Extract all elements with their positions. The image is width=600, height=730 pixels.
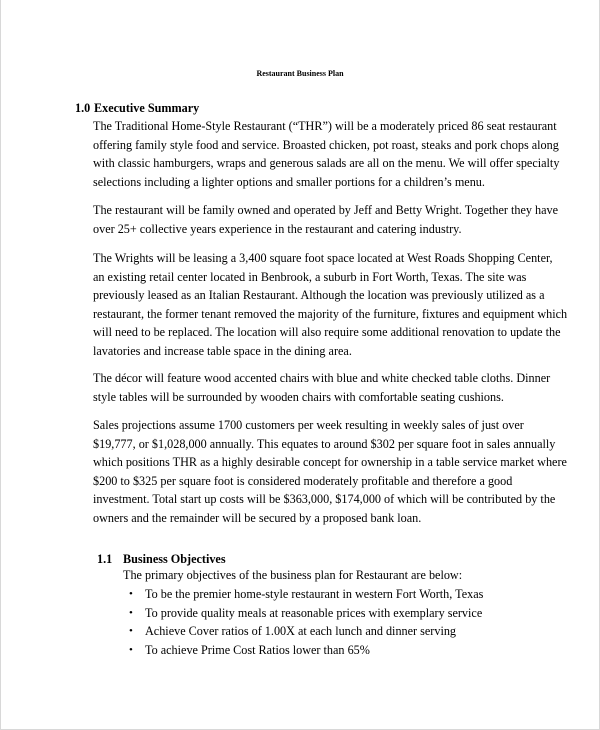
paragraph-line: investment. Total start up costs will be $363,000, $174,000 of which will be contributed by the [93,492,556,506]
paragraph-line: The restaurant will be family owned and operated by Jeff and Betty Wright. Together they have [93,203,559,217]
paragraph-line: lavatories and increase table space in the dining area. [93,343,352,358]
paragraph-2 [93,201,559,238]
bullet-icon: • [129,625,133,637]
paragraph-line: previously leased as an Italian Restaurant. Although the location was previously utilized as a [93,288,545,302]
section-heading-business-objectives [97,552,226,567]
section-heading-executive-summary [75,101,199,116]
bullet-icon: • [129,643,133,656]
paragraph-line: Sales projections assume 1700 customers per week resulting in weekly sales of just over [93,418,524,432]
paragraph-line: The Traditional Home-Style Restaurant (“THR”) will be a moderately priced 86 seat restaurant [93,119,557,133]
paragraph-5 [93,416,567,527]
bullet-icon: • [129,606,133,619]
section-number: 1.1 [97,552,113,566]
list-item [123,604,483,623]
bullet-icon: • [129,588,133,600]
paragraph-3 [93,249,568,360]
section-title: Executive Summary [94,101,200,115]
paragraph-line: with classic hamburgers, wraps and generous salads are all on the menu. We will offer specialty [93,156,560,170]
section-title: Business Objectives [123,552,226,566]
paragraph-line: over 25+ collective years experience in the restaurant and catering industry. [93,221,462,236]
list-item [123,585,483,604]
list-item-text: To provide quality meals at reasonable prices with exemplary service [145,605,483,620]
objectives-intro: The primary objectives of the business plan for Restaurant are below: [123,568,463,582]
paragraph-line: The décor will feature wood accented chairs with blue and white checked table cloths. Dinner [93,371,551,385]
paragraph-line: restaurant, the former tenant removed the majority of the furniture, fixtures and equipment which [93,306,568,321]
paragraph-line: an existing retail center located in Benbrook, a suburb in Fort Worth, Texas. The site was [93,269,527,284]
section-number: 1.0 [75,101,91,115]
paragraph-line: selections including a lighter options and smaller portions for a children’s menu. [93,174,485,189]
paragraph-line: style tables will be surrounded by wooden chairs with comfortable seating cushions. [93,389,504,404]
paragraph-line: will need to be replaced. The location will also require some additional renovation to update the [93,325,561,339]
objectives-list [123,585,483,659]
paragraph-line: owners and the remainder will be secured by a proposed bank loan. [93,510,422,525]
list-item-text: To be the premier home-style restaurant in western Fort Worth, Texas [145,587,484,601]
paragraph-line: which positions THR as a highly desirable concept for ownership in a table service market where [93,455,567,469]
list-item [123,622,483,641]
paragraph-line: offering family style food and service. Broasted chicken, pot roast, steaks and pork chops along [93,137,559,152]
paragraph-4 [93,369,551,406]
paragraph-line: $200 to $325 per square foot is considered moderately profitable and therefore a good [93,473,513,488]
paragraph-line: $19,777, or $1,028,000 annually. This equates to around $302 per square foot in sales annually [93,436,556,451]
paragraph-line: The Wrights will be leasing a 3,400 square foot space located at West Roads Shopping Center, [93,251,553,265]
document-title: Restaurant Business Plan [256,69,344,78]
list-item-text: To achieve Prime Cost Ratios lower than 65% [145,642,370,657]
paragraph-1 [93,117,560,191]
list-item-text: Achieve Cover ratios of 1.00X at each lunch and dinner serving [145,624,457,638]
list-item [123,641,483,660]
